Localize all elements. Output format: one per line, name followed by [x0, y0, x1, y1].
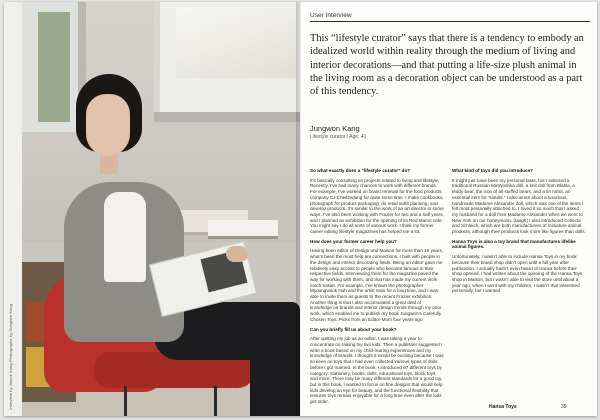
- interview-answer: After quitting my job as an editor, I was taking a year to concentrate on raising my two kids. Then a publisher suggested I write a book based on my child-rearing experiences and my knowledge of brands. I thought it would be exciting because I was so keen on toys that I had even collected various types of dolls before I got married. In the book, I introduced 67 different toys by category: stationery, books, dolls, educational toys, block toys, and more. There may be many different standards for a good toy, but in this book, I wanted to focus on fine designs that would help kids develop an eye for beauty, and the functional flexibility that ensures toys remain enjoyable for a long time even after the kids get older.: [310, 336, 444, 405]
- interview-photo: [4, 2, 300, 416]
- section-label: User Interview: [310, 12, 352, 19]
- interview-answer: It might just have been my personal taste, but I selected a traditional Russian Matryoshka doll, a knit doll from Blabla, a teddy bear, the icon of all stuffed bears, and a tin robot, an essential item for “kidults.” I also wrote about a luxurious, handmade Madame Alexander doll, which was one of the items I felt most personally attached to. I loved it so much that I asked my husband for a doll from Madame Alexander when we went to New York on our honeymoon. (laugh) I also introduced Collecta and Schleich, which are both manufacturers of miniature animal products, although their products look more like figures than dolls.: [452, 177, 586, 235]
- photo-blind: [38, 12, 70, 122]
- photo-credit: Interview by Jisook Kang Photographs by Sunghee Kang: [8, 303, 13, 410]
- body-column-left: [310, 168, 444, 409]
- speaker-name: Jungwon Kang: [310, 124, 360, 133]
- photo-person-shins: [250, 322, 300, 416]
- interview-question: How does your former career help you?: [310, 238, 397, 244]
- interview-question: What kind of toys did you introduce?: [452, 168, 533, 173]
- article-page: [301, 2, 597, 416]
- header-rule: [310, 21, 590, 22]
- speaker-subtitle: Lifestyle curator / Age: 41: [310, 134, 367, 140]
- photo-person-hand: [226, 246, 248, 262]
- page-number: 39: [561, 404, 567, 410]
- interview-question: So what exactly does a “lifestyle curator” do?: [310, 168, 411, 173]
- interview-answer: It’s basically consulting on projects related to living and lifestyle. Recently, I’ve had many chances to work with different brands. For example, I’ve worked on brand renewal for the food products company CJ CheilJedang for quite some time. I make cookbooks, photograph for product packaging, do retail outfit planning, and develop products. It’s similar to the work of an art director in some ways. I’ve also been working with Frazier for two and a half years, and I planned an exhibition for the opening of its Red Mamo cafe. You might say I do all sorts of various work. I think my former career editing lifestyle magazines has helped me a lot.: [310, 177, 444, 235]
- photo-white-column: [4, 2, 22, 416]
- footer-title: Hansa Toys: [489, 404, 517, 410]
- interview-question: Hansa Toys is also a toy brand that manufactures lifelike animal figures.: [452, 238, 576, 250]
- magazine-spread: [4, 2, 597, 416]
- photo-person-shirt: [104, 192, 146, 282]
- interview-answer: Unfortunately, I wasn’t able to include Hansa Toys in my book because their brand shop didn’t open until a full year after publication. I actually hadn’t even heard of Hansa before their shop opened. I had written about the opening of the Hansa Toys shop in Maison, but I wasn’t able to visit the store until about a year ago, when I went with my children. I wasn’t that interested personally, but I wanted: [452, 254, 583, 294]
- body-column-right: [452, 168, 586, 298]
- photo-chair-leg: [214, 386, 217, 416]
- pull-quote: This “lifestyle curator” says that there is a tendency to embody an idealized world within reality through the medium of living and interior decorations—and that putting a life-size plush animal in the living room as a decoration object can be understood as a part of this tendency.: [310, 33, 584, 98]
- photo-person-face: [86, 94, 130, 156]
- photo-window-sill: [154, 112, 300, 122]
- interview-question: Can you briefly fill us about your book?: [310, 326, 397, 332]
- photo-window-glass: [176, 8, 296, 78]
- interview-answer: Having been editor of Design and Maison for more than 10 years, what’s been the most help are connections. I built with people in the design and interior decorating fields. Being an editor gave me relatively easy access to people who became famous in their respective fields. Interviewing them for the magazine paved the way for working with them, and that has made my current work much easier. For example, I’ve known the photographer Myoungwook Huh and the artist Sato for a long time, and I was able to invite them as guests to the recent Frazier exhibition. Another thing is that I also accumulated a great deal of knowledge on brands and interior design trends through my prior work, which enabled me to publish my book Jungwon’s Carefully Chosen Toys: Picks from an Editor-Mom four years ago.: [310, 248, 444, 322]
- photo-chair-leg: [124, 386, 127, 416]
- photo-book-stack: [208, 220, 278, 239]
